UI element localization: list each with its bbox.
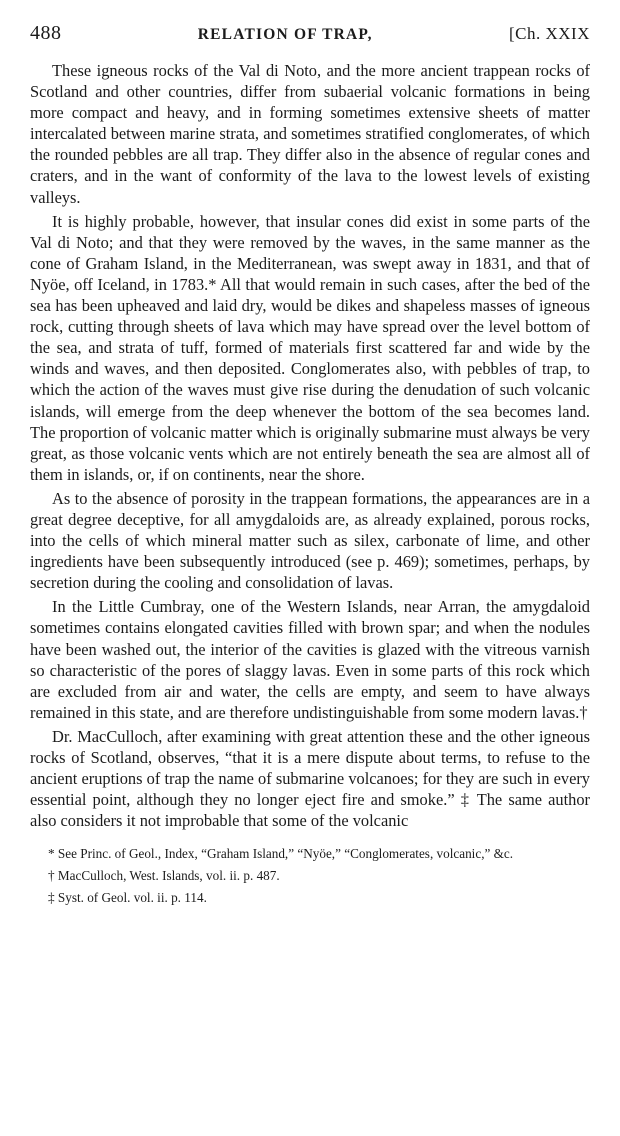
chapter-reference: [Ch. XXIX (509, 24, 590, 43)
footnote-2: † MacCulloch, West. Islands, vol. ii. p. 487. (48, 868, 280, 884)
body-text (30, 60, 590, 831)
footnote-1: * See Princ. of Geol., Index, “Graham Island,” “Nyöe,” “Conglomerates, volcanic,” &c. (48, 846, 514, 862)
running-header (30, 22, 590, 56)
paragraph-5: Dr. MacCulloch, after examining with great attention these and the other igneous rocks of Scotland, observes, “that it is a mere dispute about terms, to refuse to the ancient eruptions of trap the name of submarine volcanoes; for they are such in every essential point, although they no longer eject fire and smoke.” ‡ The same author also considers it not improbable that some of the volcanic (30, 726, 590, 831)
paragraph-2: It is highly probable, however, that insular cones did exist in some parts of the Val di Noto; and that they were removed by the waves, in the same manner as the cone of Graham Island, in the Mediterranean, was swept away in 1831, and that of Nyöe, off Iceland, in 1783.* All that would remain in such cases, after the bed of the sea has been upheaved and laid dry, would be dikes and shapeless masses of igneous rock, cutting through sheets of lava which may have spread over the level bottom of the sea, and strata of tuff, formed of materials first scattered far and wide by the winds and waves, and then deposited. Conglomerates also, with pebbles of trap, to which the action of the waves must give rise during the denudation of such volcanic islands, will emerge from the deep whenever the bottom of the sea becomes land. The proportion of volcanic matter which is originally submarine must always be very great, as those volcanic vents which are not entirely beneath the sea are almost all of them in islands, or, if on continents, near the shore. (30, 211, 590, 484)
page-number: 488 (30, 22, 62, 44)
footnote-3: ‡ Syst. of Geol. vol. ii. p. 114. (48, 890, 207, 906)
paragraph-4: In the Little Cumbray, one of the Western Islands, near Arran, the amygdaloid sometimes contains elongated cavities filled with brown spar; and when the nodules have been washed out, the interior of the cavities is glazed with the vitreous varnish so characteristic of the pores of slaggy lavas. Even in some parts of this rock which are excluded from air and water, the cells are empty, and seem to have always remained in this state, and are therefore undistinguishable from some modern lavas.† (30, 597, 590, 722)
paragraph-3: As to the absence of porosity in the trappean formations, the appearances are in a great degree deceptive, for all amygdaloids are, as already explained, porous rocks, into the cells of which mineral matter such as silex, carbonate of lime, and other ingredients have been subsequently introduced (see p. 469); sometimes, perhaps, by secretion during the cooling and consolidation of lavas. (30, 488, 590, 593)
footnotes (30, 845, 590, 907)
paragraph-1: These igneous rocks of the Val di Noto, and the more ancient trappean rocks of Scotland and other countries, differ from subaerial volcanic formations in being more compact and heavy, and in forming sometimes extensive sheets of matter intercalated between marine strata, and sometimes stratified conglomerates, of which the rounded pebbles are all trap. They differ also in the absence of regular cones and craters, and in the want of conformity of the lava to the lowest levels of existing valleys. (30, 61, 590, 207)
running-title: RELATION OF TRAP, (197, 26, 373, 43)
